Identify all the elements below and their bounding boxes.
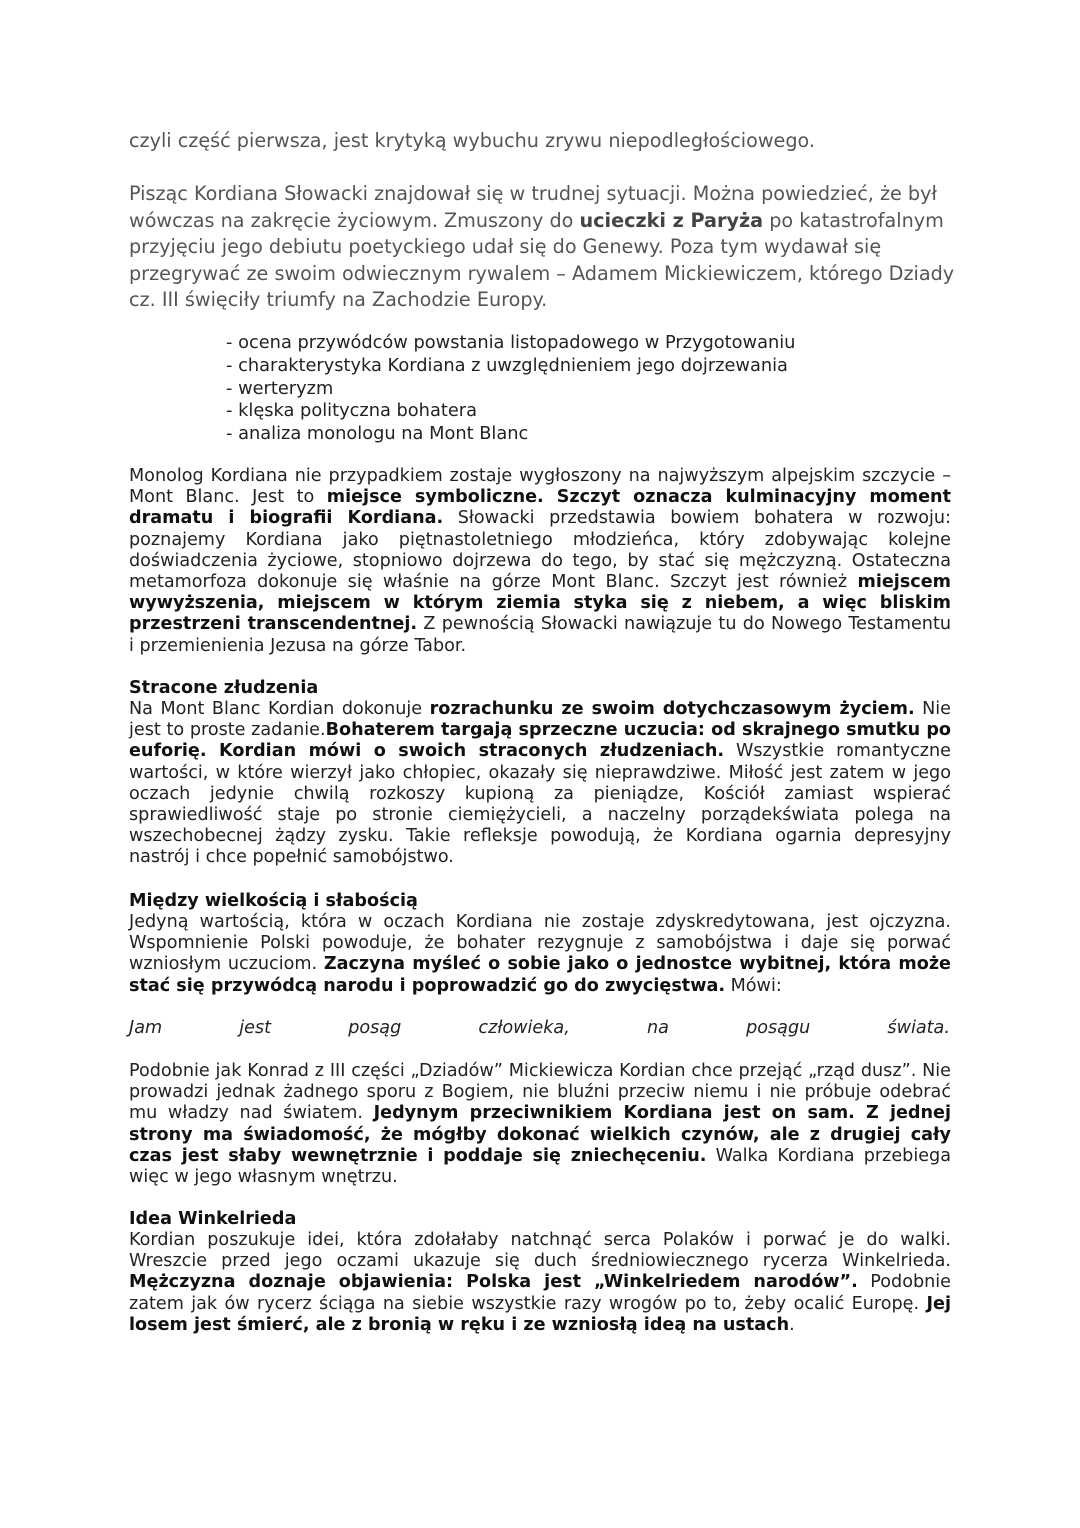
body-emphasis: rozrachunku ze swoim dotychczasowym życiem.: [429, 699, 915, 719]
list-item: - analiza monologu na Mont Blanc: [226, 423, 795, 446]
body-text: Na Mont Blanc Kordian dokonuje: [129, 699, 430, 719]
section-heading: Stracone złudzenia: [129, 678, 319, 698]
topics-list: [226, 332, 795, 446]
miedzy-paragraph: [129, 912, 951, 997]
list-item: - klęska polityczna bohatera: [226, 400, 795, 423]
quote-word: świata.: [887, 1018, 950, 1038]
body-text: Podobnie zatem jak ów rycerz ściąga na siebie wszystkie razy wrogów po to, żeby ocalić Europę.: [129, 1272, 951, 1314]
podobnie-paragraph: [129, 1061, 951, 1188]
quote-line: [129, 1018, 950, 1039]
intro-text: Pisząc Kordiana Słowacki znajdował się w trudnej sytuacji. Można powiedzieć, że był wówczas na zakręcie życiowym. Zmuszony do: [129, 182, 937, 232]
quote-word: na: [646, 1018, 669, 1038]
body-emphasis: Zaczyna myśleć o sobie jako o jednostce wybitnej, która może stać się przywódcą narodu i poprowadzić go do zwycięstwa.: [129, 954, 951, 996]
quote-word: jest: [239, 1018, 272, 1038]
body-text: Kordian poszukuje idei, która zdołałaby natchnąć serca Polaków i porwać je do walki. Wreszcie przed jego oczami ukazuje się duch średniowiecznego rycerza Winkelrieda.: [129, 1230, 951, 1272]
body-text: Monolog Kordiana nie przypadkiem zostaje wygłoszony na najwyższym alpejskim szczycie – Mont Blanc. Jest to: [129, 466, 951, 508]
body-text: Jedyną wartością, która w oczach Kordiana nie zostaje zdyskredytowana, jest ojczyzna. Wspomnienie Polski powoduje, że bohater rezygnuje z samobójstwa i daje się porwać wzniosłym uczuciom.: [129, 912, 951, 975]
body-text: .: [789, 1314, 795, 1335]
stracone-paragraph: [129, 699, 951, 869]
body-emphasis: Jedynym przeciwnikiem Kordiana jest on sam. Z jednej strony ma świadomość, że mógłby dokonać wielkich czynów, ale z drugiej cały czas jest słaby wewnętrznie i poddaje się zniechęceniu.: [129, 1103, 951, 1166]
body-text: Z pewnością Słowacki nawiązuje tu do Nowego Testamentu i przemienienia Jezusa na górze Tabor.: [129, 614, 951, 656]
idea-paragraph: [129, 1230, 951, 1336]
quote-word: Jam: [129, 1018, 163, 1038]
body-emphasis: Jej losem jest śmierć, ale z bronią w ręku i ze wzniosłą ideą na ustach: [129, 1293, 951, 1335]
list-item: - werteryzm: [226, 378, 795, 401]
body-text: Mówi:: [725, 975, 782, 996]
intro-line: [129, 128, 959, 155]
body-text: Nie jest to proste zadanie.: [129, 699, 952, 741]
quote-word: człowieka,: [478, 1018, 570, 1038]
body-emphasis: Mężczyzna doznaje objawienia: Polska jest „Winkelriedem narodów”.: [129, 1272, 858, 1293]
intro-paragraph: [129, 181, 959, 314]
body-emphasis: Bohaterem targają sprzeczne uczucia: od skrajnego smutku po euforię. Kordian mówi o swoich straconych złudzeniach.: [129, 720, 951, 762]
intro-text: po katastrofalnym przyjęciu jego debiutu poetyckiego udał się do Genewy. Poza tym wydawał się przegrywać ze swoim odwiecznym rywalem – Adamem Mickiewiczem, którego Dziady cz. III święciły triumfy na Zachodzie Europy.: [129, 208, 955, 311]
body-text: Walka Kordiana przebiega więc w jego własnym wnętrzu.: [129, 1145, 951, 1188]
list-item: - ocena przywódców powstania listopadowego w Przygotowaniu: [226, 332, 795, 355]
section-heading: Między wielkością i słabością: [129, 891, 418, 911]
body-emphasis: miejscem wywyższenia, miejscem w którym ziemia styka się z niebem, a więc bliskim przestrzeni transcendentnej.: [129, 572, 951, 635]
section-heading: Idea Winkelrieda: [129, 1209, 297, 1229]
body-text: Słowacki przedstawia bowiem bohatera w rozwoju: poznajemy Kordiana jako piętnastoletniego młodzieńca, który zdobywając kolejne doświadczenia życiowe, stopniowo dojrzewa do tego, by stać się mężczyzną. Ostateczna metamorfoza dokonuje się właśnie na górze Mont Blanc. Szczyt jest również: [129, 508, 951, 593]
monolog-paragraph: [129, 466, 951, 657]
quote-word: posąg: [348, 1018, 402, 1038]
list-item: - charakterystyka Kordiana z uwzględnieniem jego dojrzewania: [226, 355, 795, 378]
intro-emphasis: ucieczki z Paryża: [579, 208, 764, 232]
quote-word: posągu: [746, 1018, 811, 1038]
body-emphasis: miejsce symboliczne. Szczyt oznacza kulminacyjny moment dramatu i biografii Kordiana.: [129, 487, 951, 529]
intro-text: czyli część pierwsza, jest krytyką wybuchu zrywu niepodległościowego.: [129, 129, 816, 152]
body-text: Podobnie jak Konrad z III części „Dziadów” Mickiewicza Kordian chce przejąć „rząd dusz”. Nie prowadzi jednak żadnego sporu z Bogiem, nie bluźni przeciw niemu i nie próbuje odebrać mu władzy nad światem.: [129, 1061, 951, 1124]
body-text: Wszystkie romantyczne wartości, w które wierzył jako chłopiec, okazały się nieprawdziwe. Miłość jest zatem w jego oczach jedynie chwilą rozkoszy kupioną za pieniądze, Kościół zamiast wspierać sprawiedliwość staje po stronie ciemiężycieli, a naczelny porządekświata polega na wszechobecnej żądzy zysku. Takie refleksje powodują, że Kordiana ogarnia depresyjny nastrój i chce popełnić samobójstwo.: [129, 741, 951, 868]
